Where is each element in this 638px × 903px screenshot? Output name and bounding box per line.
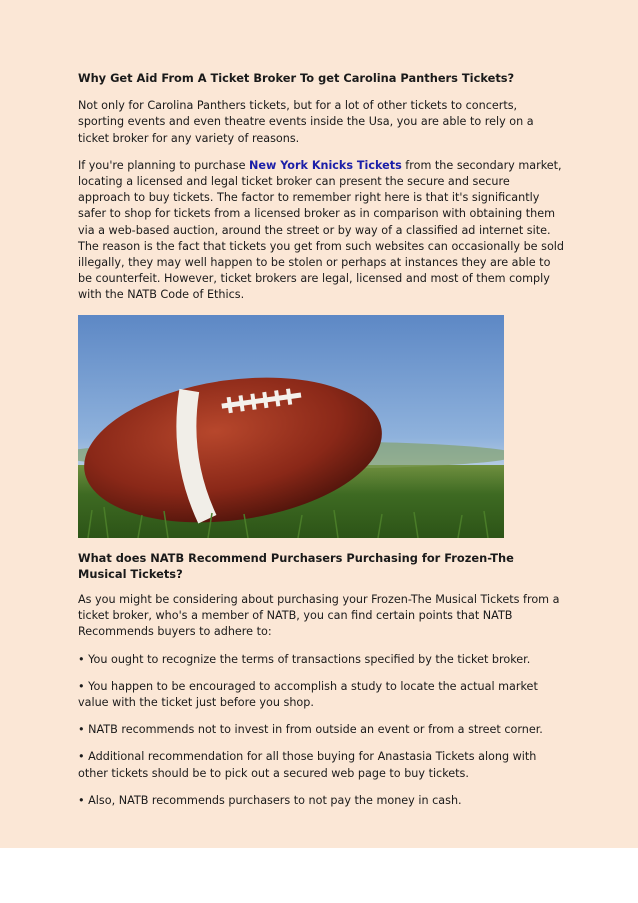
knicks-tickets-link[interactable]: New York Knicks Tickets xyxy=(249,158,402,172)
article-heading: Why Get Aid From A Ticket Broker To get Carolina Panthers Tickets? xyxy=(78,71,515,85)
football-photo xyxy=(78,315,504,538)
bullet-item: • Additional recommendation for all those buying for Anastasia Tickets along with other tickets should be to pick out a secured web page to buy tickets. xyxy=(78,750,537,780)
natb-heading: What does NATB Recommend Purchasers Purchasing for Frozen-The Musical Tickets? xyxy=(78,550,514,581)
broker-paragraph-end: from the secondary market, locating a licensed and legal ticket broker can present the secure and secure approach to buy tickets. The factor to remember right here is that it's significantly safer to shop for tickets from a licensed broker as in comparison with obtaining them via a web-based auction, around the street or by way of a classified ad internet site. The reason is the fact that tickets you get from such websites can occasionally be sold illegally, they may well happen to be stolen or perhaps at instances they are able to be counterfeit. However, ticket brokers are legal, licensed and most of them comply with the NATB Code of Ethics. xyxy=(78,158,564,302)
bullet-item: • You ought to recognize the terms of transactions specified by the ticket broker. xyxy=(78,652,531,666)
natb-paragraph: As you might be considering about purchasing your Frozen-The Musical Tickets from a ticket broker, who's a member of NATB, you can find certain points that NATB Recommends buyers to adhere to: xyxy=(78,593,560,639)
bullet-item: • NATB recommends not to invest in from outside an event or from a street corner. xyxy=(78,723,543,737)
broker-paragraph xyxy=(78,158,564,304)
article-body xyxy=(78,70,564,820)
broker-paragraph-start: If you're planning to purchase xyxy=(78,158,250,172)
bullet-item: • You happen to be encouraged to accomplish a study to locate the actual market value with the ticket just before you shop. xyxy=(78,679,538,710)
intro-paragraph: Not only for Carolina Panthers tickets, but for a lot of other tickets to concerts, sporting events and even theatre events inside the Usa, you are able to rely on a ticket broker for any variety of reasons. xyxy=(78,99,534,145)
bullet-item: • Also, NATB recommends purchasers to not pay the money in cash. xyxy=(78,793,462,807)
